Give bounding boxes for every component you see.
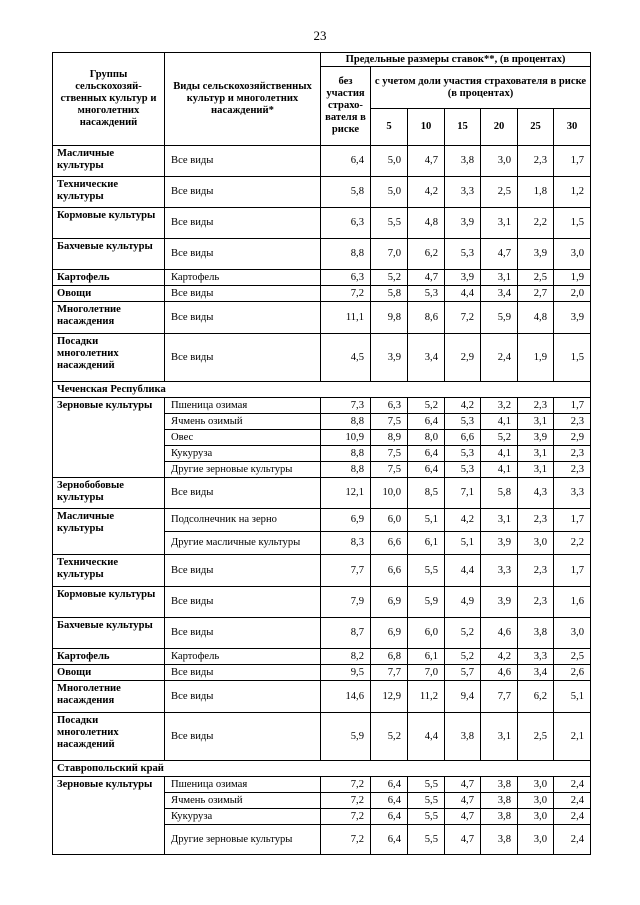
table-body [53,146,591,855]
rate-value: 4,7 [408,270,445,286]
rate-value: 6,9 [321,509,371,532]
rate-value: 5,8 [321,177,371,208]
crop-group: Картофель [53,270,165,286]
rate-value: 5,2 [445,649,481,665]
rate-value: 2,7 [518,286,554,302]
header-share: 10 [408,109,445,146]
rate-value: 3,2 [481,398,518,414]
crop-kind: Картофель [165,649,321,665]
rate-value: 2,3 [554,446,591,462]
rate-value: 5,2 [445,618,481,649]
rate-value: 5,9 [408,587,445,618]
rate-value: 8,8 [321,462,371,478]
rate-value: 5,0 [371,146,408,177]
rate-value: 4,2 [445,509,481,532]
table-row [53,618,591,649]
rate-value: 2,2 [518,208,554,239]
rate-value: 7,0 [408,665,445,681]
rate-value: 10,9 [321,430,371,446]
rate-value: 5,2 [481,430,518,446]
header-kinds: Виды сельскохозяйственных культур и многолетних насаждений* [165,53,321,146]
rate-value: 8,0 [408,430,445,446]
rate-value: 7,9 [321,587,371,618]
rate-value: 2,9 [554,430,591,446]
crop-group: Посадки многолетних насаждений [53,334,165,382]
crop-kind: Другие зерновые культуры [165,825,321,855]
rate-value: 3,1 [481,713,518,761]
rate-value: 3,0 [518,793,554,809]
rate-value: 8,5 [408,478,445,509]
rate-value: 5,1 [554,681,591,713]
header-with-participation: с учетом доли участия страхователя в риске (в процентах) [371,67,591,109]
rate-value: 1,6 [554,587,591,618]
rate-value: 4,1 [481,414,518,430]
rate-value: 9,8 [371,302,408,334]
table-row [53,286,591,302]
rate-value: 6,4 [371,809,408,825]
table-row [53,478,591,509]
crop-kind: Все виды [165,681,321,713]
crop-group: Масличные культуры [53,509,165,555]
rate-value: 6,2 [518,681,554,713]
crop-group: Овощи [53,286,165,302]
crop-kind: Подсолнечник на зерно [165,509,321,532]
rate-value: 3,0 [518,532,554,555]
table-row [53,777,591,793]
table-row [53,146,591,177]
rate-value: 6,0 [408,618,445,649]
rate-value: 7,2 [445,302,481,334]
table-row [53,555,591,587]
crop-kind: Другие зерновые культуры [165,462,321,478]
rate-value: 4,4 [445,286,481,302]
crop-kind: Все виды [165,334,321,382]
crop-group: Кормовые культуры [53,208,165,239]
rate-value: 6,6 [445,430,481,446]
crop-kind: Все виды [165,665,321,681]
rate-value: 4,6 [481,618,518,649]
rate-value: 3,8 [518,618,554,649]
header-groups: Группы сельскохозяй-ственных культур и многолетних насаждений [53,53,165,146]
rate-value: 7,5 [371,446,408,462]
rate-value: 5,2 [371,713,408,761]
rate-value: 3,9 [481,532,518,555]
rate-value: 5,7 [445,665,481,681]
rate-value: 8,6 [408,302,445,334]
crop-kind: Кукуруза [165,446,321,462]
crop-kind: Все виды [165,478,321,509]
crop-kind: Пшеница озимая [165,777,321,793]
rate-value: 7,2 [321,793,371,809]
insurance-rates-table [52,52,591,855]
rate-value: 2,5 [554,649,591,665]
rate-value: 4,4 [408,713,445,761]
rate-value: 7,2 [321,777,371,793]
header-share: 15 [445,109,481,146]
rate-value: 3,1 [481,208,518,239]
rate-value: 3,1 [481,509,518,532]
rate-value: 3,8 [481,809,518,825]
rate-value: 3,8 [445,146,481,177]
rate-value: 3,9 [445,270,481,286]
rate-value: 6,4 [408,414,445,430]
rate-value: 3,8 [481,777,518,793]
rate-value: 4,1 [481,446,518,462]
rate-value: 3,3 [481,555,518,587]
crop-group: Технические культуры [53,555,165,587]
rate-value: 3,0 [518,809,554,825]
rate-value: 3,4 [518,665,554,681]
rate-value: 6,1 [408,649,445,665]
crop-kind: Все виды [165,177,321,208]
rate-value: 3,1 [518,446,554,462]
rate-value: 4,3 [518,478,554,509]
rate-value: 5,3 [408,286,445,302]
header-share: 30 [554,109,591,146]
crop-kind: Кукуруза [165,809,321,825]
crop-kind: Пшеница озимая [165,398,321,414]
crop-kind: Все виды [165,286,321,302]
rate-value: 6,6 [371,555,408,587]
rate-value: 6,4 [408,462,445,478]
header-share: 25 [518,109,554,146]
rate-value: 3,0 [518,825,554,855]
rate-value: 2,0 [554,286,591,302]
rate-value: 1,7 [554,555,591,587]
rate-value: 5,5 [408,793,445,809]
rate-value: 5,1 [408,509,445,532]
rate-value: 5,3 [445,414,481,430]
header-share: 5 [371,109,408,146]
rate-value: 3,9 [518,239,554,270]
table-row [53,302,591,334]
rate-value: 7,1 [445,478,481,509]
table-row [53,177,591,208]
rate-value: 3,9 [445,208,481,239]
table-row [53,587,591,618]
rate-value: 4,2 [408,177,445,208]
rate-value: 3,8 [481,825,518,855]
rate-value: 14,6 [321,681,371,713]
rate-value: 2,5 [481,177,518,208]
region-name: Чеченская Республика [53,382,591,398]
rate-value: 6,0 [371,509,408,532]
table-row [53,713,591,761]
rate-value: 1,5 [554,334,591,382]
rate-value: 6,6 [371,532,408,555]
rate-value: 7,2 [321,809,371,825]
table-row [53,239,591,270]
crop-group: Многолетние насаждения [53,681,165,713]
crop-kind: Все виды [165,208,321,239]
rate-value: 6,8 [371,649,408,665]
rate-value: 9,4 [445,681,481,713]
rate-value: 5,2 [371,270,408,286]
rate-value: 5,3 [445,462,481,478]
rate-value: 4,8 [408,208,445,239]
rate-value: 8,3 [321,532,371,555]
rate-value: 7,3 [321,398,371,414]
rate-value: 3,9 [554,302,591,334]
rate-value: 2,5 [518,270,554,286]
header-share: 20 [481,109,518,146]
rate-value: 2,5 [518,713,554,761]
crop-group: Многолетние насаждения [53,302,165,334]
rate-value: 2,9 [445,334,481,382]
rate-value: 1,9 [518,334,554,382]
rate-value: 4,4 [445,555,481,587]
rate-value: 7,7 [321,555,371,587]
rate-value: 3,0 [554,239,591,270]
rate-value: 4,6 [481,665,518,681]
rate-value: 8,8 [321,414,371,430]
rate-value: 4,5 [321,334,371,382]
rate-value: 4,7 [445,793,481,809]
rate-value: 1,9 [554,270,591,286]
table-row [53,665,591,681]
rate-value: 10,0 [371,478,408,509]
rate-value: 5,0 [371,177,408,208]
crop-kind: Другие масличные культуры [165,532,321,555]
rate-value: 4,1 [481,462,518,478]
rate-value: 4,7 [445,825,481,855]
rate-value: 7,7 [371,665,408,681]
rate-value: 7,7 [481,681,518,713]
rate-value: 1,8 [518,177,554,208]
rate-value: 2,3 [518,509,554,532]
crop-group: Технические культуры [53,177,165,208]
rate-value: 3,4 [408,334,445,382]
rate-value: 5,9 [321,713,371,761]
crop-kind: Все виды [165,587,321,618]
table-row [53,509,591,532]
region-name: Ставропольский край [53,761,591,777]
crop-group: Картофель [53,649,165,665]
rate-value: 2,4 [554,825,591,855]
header-without-participation: без участия страхо-вателя в риске [321,67,371,146]
rate-value: 1,7 [554,146,591,177]
crop-group: Зерновые культуры [53,777,165,855]
rate-value: 6,9 [371,618,408,649]
rate-value: 6,2 [408,239,445,270]
crop-group: Посадки многолетних насаждений [53,713,165,761]
rate-value: 5,2 [408,398,445,414]
rate-value: 8,7 [321,618,371,649]
rate-value: 3,3 [445,177,481,208]
crop-kind: Картофель [165,270,321,286]
rate-value: 4,2 [445,398,481,414]
crop-group: Кормовые культуры [53,587,165,618]
table-row [53,334,591,382]
rate-value: 3,3 [518,649,554,665]
rate-value: 11,2 [408,681,445,713]
rate-value: 5,5 [408,555,445,587]
crop-group: Овощи [53,665,165,681]
rate-value: 1,7 [554,509,591,532]
crop-group: Бахчевые культуры [53,239,165,270]
rate-value: 3,0 [518,777,554,793]
table-row [53,398,591,414]
rate-value: 3,0 [554,618,591,649]
rate-value: 5,9 [481,302,518,334]
rate-value: 7,0 [371,239,408,270]
rate-value: 2,2 [554,532,591,555]
rate-value: 6,1 [408,532,445,555]
rate-value: 4,7 [481,239,518,270]
rate-value: 2,3 [518,146,554,177]
crop-kind: Все виды [165,555,321,587]
rate-value: 4,2 [481,649,518,665]
crop-kind: Овес [165,430,321,446]
crop-kind: Все виды [165,146,321,177]
rate-value: 7,5 [371,462,408,478]
rate-value: 2,3 [518,587,554,618]
rate-value: 1,2 [554,177,591,208]
page-number: 23 [313,28,327,43]
rate-value: 5,3 [445,446,481,462]
rate-value: 6,3 [321,208,371,239]
rate-value: 6,4 [371,777,408,793]
rate-value: 8,2 [321,649,371,665]
rate-value: 3,9 [518,430,554,446]
rate-value: 11,1 [321,302,371,334]
crop-kind: Ячмень озимый [165,793,321,809]
table-row [53,270,591,286]
rate-value: 2,3 [518,555,554,587]
rate-value: 2,4 [554,777,591,793]
rate-value: 3,1 [481,270,518,286]
crop-kind: Все виды [165,239,321,270]
rate-value: 2,6 [554,665,591,681]
crop-group: Бахчевые культуры [53,618,165,649]
table-row [53,208,591,239]
crop-kind: Все виды [165,302,321,334]
rate-value: 6,4 [321,146,371,177]
rate-value: 3,1 [518,462,554,478]
rate-value: 3,1 [518,414,554,430]
rate-value: 3,8 [481,793,518,809]
rate-value: 8,8 [321,239,371,270]
crop-group: Зернобобовые культуры [53,478,165,509]
rate-value: 5,8 [371,286,408,302]
rate-value: 4,8 [518,302,554,334]
rate-value: 2,4 [481,334,518,382]
crop-kind: Все виды [165,618,321,649]
crop-kind: Все виды [165,713,321,761]
rate-value: 1,5 [554,208,591,239]
rate-value: 9,5 [321,665,371,681]
rate-value: 6,4 [371,793,408,809]
rate-value: 4,7 [408,146,445,177]
rate-value: 2,4 [554,793,591,809]
rate-value: 3,9 [371,334,408,382]
rate-value: 4,9 [445,587,481,618]
rate-value: 7,5 [371,414,408,430]
rate-value: 3,9 [481,587,518,618]
rate-value: 1,7 [554,398,591,414]
rate-value: 7,2 [321,825,371,855]
rate-value: 6,3 [321,270,371,286]
crop-kind: Ячмень озимый [165,414,321,430]
rate-value: 12,9 [371,681,408,713]
rate-value: 8,9 [371,430,408,446]
rate-value: 2,3 [554,462,591,478]
region-row [53,761,591,777]
rate-value: 3,0 [481,146,518,177]
table-row [53,649,591,665]
table-row [53,681,591,713]
rate-value: 2,3 [518,398,554,414]
rate-value: 6,3 [371,398,408,414]
rate-value: 5,5 [408,825,445,855]
rate-value: 4,7 [445,777,481,793]
rate-value: 5,5 [408,777,445,793]
rate-value: 3,4 [481,286,518,302]
rate-value: 5,5 [408,809,445,825]
rate-value: 12,1 [321,478,371,509]
crop-group: Масличные культуры [53,146,165,177]
rate-value: 5,1 [445,532,481,555]
rate-value: 2,3 [554,414,591,430]
rate-value: 7,2 [321,286,371,302]
rate-value: 3,3 [554,478,591,509]
rate-value: 6,4 [371,825,408,855]
rate-value: 2,4 [554,809,591,825]
crop-group: Зерновые культуры [53,398,165,478]
header-limits: Предельные размеры ставок**, (в процентах) [321,53,591,67]
rate-value: 2,1 [554,713,591,761]
rate-value: 5,3 [445,239,481,270]
rate-value: 4,7 [445,809,481,825]
rate-value: 8,8 [321,446,371,462]
rate-value: 5,8 [481,478,518,509]
rate-value: 6,4 [408,446,445,462]
rate-value: 5,5 [371,208,408,239]
rate-value: 6,9 [371,587,408,618]
region-row [53,382,591,398]
rate-value: 3,8 [445,713,481,761]
